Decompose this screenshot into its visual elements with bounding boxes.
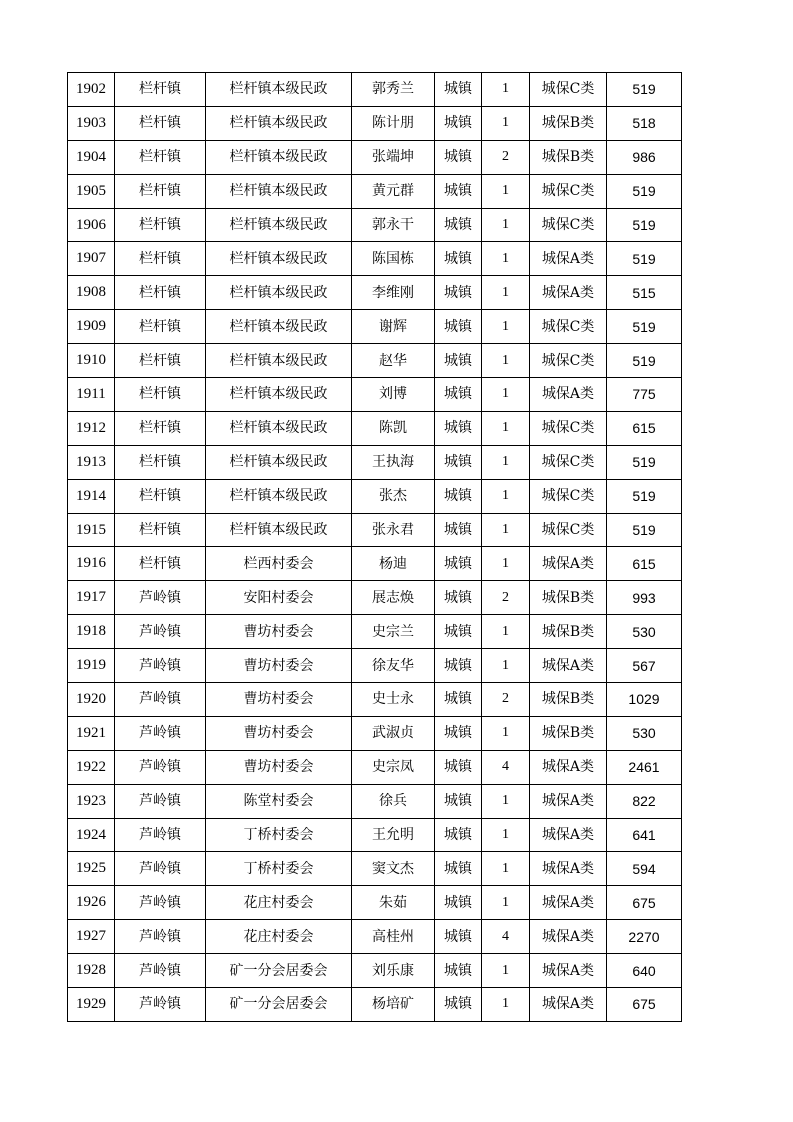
household-size-cell: 1 xyxy=(482,208,530,242)
row-number-cell: 1912 xyxy=(68,411,115,445)
row-number-cell: 1905 xyxy=(68,174,115,208)
town-cell: 芦岭镇 xyxy=(115,852,206,886)
town-cell: 栏杆镇 xyxy=(115,174,206,208)
amount-cell: 518 xyxy=(607,106,682,140)
table-row xyxy=(68,310,682,344)
row-number-cell: 1918 xyxy=(68,615,115,649)
amount-cell: 640 xyxy=(607,954,682,988)
unit-cell: 栏杆镇本级民政 xyxy=(206,276,352,310)
area-type-cell: 城镇 xyxy=(435,310,482,344)
household-size-cell: 1 xyxy=(482,411,530,445)
name-cell: 窦文杰 xyxy=(352,852,435,886)
table-row xyxy=(68,106,682,140)
area-type-cell: 城镇 xyxy=(435,106,482,140)
name-cell: 朱茹 xyxy=(352,886,435,920)
household-size-cell: 1 xyxy=(482,852,530,886)
area-type-cell: 城镇 xyxy=(435,852,482,886)
name-cell: 赵华 xyxy=(352,344,435,378)
name-cell: 高桂州 xyxy=(352,920,435,954)
town-cell: 栏杆镇 xyxy=(115,73,206,107)
table-row xyxy=(68,852,682,886)
amount-cell: 615 xyxy=(607,547,682,581)
name-cell: 陈计朋 xyxy=(352,106,435,140)
table-row xyxy=(68,988,682,1022)
household-size-cell: 1 xyxy=(482,615,530,649)
unit-cell: 栏杆镇本级民政 xyxy=(206,445,352,479)
amount-cell: 519 xyxy=(607,310,682,344)
town-cell: 栏杆镇 xyxy=(115,378,206,412)
unit-cell: 矿一分会居委会 xyxy=(206,954,352,988)
name-cell: 徐友华 xyxy=(352,649,435,683)
household-size-cell: 1 xyxy=(482,310,530,344)
row-number-cell: 1920 xyxy=(68,683,115,717)
area-type-cell: 城镇 xyxy=(435,547,482,581)
amount-cell: 519 xyxy=(607,445,682,479)
unit-cell: 花庄村委会 xyxy=(206,886,352,920)
row-number-cell: 1919 xyxy=(68,649,115,683)
table-row xyxy=(68,649,682,683)
unit-cell: 栏杆镇本级民政 xyxy=(206,208,352,242)
area-type-cell: 城镇 xyxy=(435,276,482,310)
name-cell: 徐兵 xyxy=(352,784,435,818)
area-type-cell: 城镇 xyxy=(435,886,482,920)
town-cell: 芦岭镇 xyxy=(115,988,206,1022)
row-number-cell: 1921 xyxy=(68,716,115,750)
category-cell: 城保C类 xyxy=(530,513,607,547)
unit-cell: 栏杆镇本级民政 xyxy=(206,106,352,140)
unit-cell: 栏杆镇本级民政 xyxy=(206,73,352,107)
row-number-cell: 1917 xyxy=(68,581,115,615)
row-number-cell: 1922 xyxy=(68,750,115,784)
row-number-cell: 1925 xyxy=(68,852,115,886)
category-cell: 城保C类 xyxy=(530,310,607,344)
category-cell: 城保A类 xyxy=(530,784,607,818)
category-cell: 城保A类 xyxy=(530,818,607,852)
name-cell: 王允明 xyxy=(352,818,435,852)
area-type-cell: 城镇 xyxy=(435,344,482,378)
amount-cell: 530 xyxy=(607,716,682,750)
household-size-cell: 2 xyxy=(482,140,530,174)
row-number-cell: 1908 xyxy=(68,276,115,310)
town-cell: 芦岭镇 xyxy=(115,886,206,920)
area-type-cell: 城镇 xyxy=(435,683,482,717)
area-type-cell: 城镇 xyxy=(435,750,482,784)
amount-cell: 530 xyxy=(607,615,682,649)
row-number-cell: 1928 xyxy=(68,954,115,988)
amount-cell: 675 xyxy=(607,988,682,1022)
unit-cell: 栏西村委会 xyxy=(206,547,352,581)
category-cell: 城保C类 xyxy=(530,208,607,242)
area-type-cell: 城镇 xyxy=(435,818,482,852)
town-cell: 芦岭镇 xyxy=(115,649,206,683)
unit-cell: 花庄村委会 xyxy=(206,920,352,954)
table-row xyxy=(68,683,682,717)
amount-cell: 775 xyxy=(607,378,682,412)
name-cell: 史士永 xyxy=(352,683,435,717)
household-size-cell: 1 xyxy=(482,513,530,547)
unit-cell: 曹坊村委会 xyxy=(206,683,352,717)
household-size-cell: 1 xyxy=(482,106,530,140)
table-row xyxy=(68,73,682,107)
name-cell: 杨迪 xyxy=(352,547,435,581)
table-row xyxy=(68,886,682,920)
table-row xyxy=(68,378,682,412)
row-number-cell: 1907 xyxy=(68,242,115,276)
household-size-cell: 1 xyxy=(482,73,530,107)
town-cell: 芦岭镇 xyxy=(115,683,206,717)
table-row xyxy=(68,513,682,547)
town-cell: 栏杆镇 xyxy=(115,242,206,276)
town-cell: 芦岭镇 xyxy=(115,920,206,954)
household-size-cell: 1 xyxy=(482,276,530,310)
row-number-cell: 1904 xyxy=(68,140,115,174)
table-row xyxy=(68,547,682,581)
table-row xyxy=(68,242,682,276)
unit-cell: 栏杆镇本级民政 xyxy=(206,411,352,445)
data-table xyxy=(67,72,682,1022)
household-size-cell: 1 xyxy=(482,174,530,208)
town-cell: 栏杆镇 xyxy=(115,344,206,378)
amount-cell: 986 xyxy=(607,140,682,174)
unit-cell: 栏杆镇本级民政 xyxy=(206,378,352,412)
area-type-cell: 城镇 xyxy=(435,649,482,683)
amount-cell: 519 xyxy=(607,73,682,107)
amount-cell: 641 xyxy=(607,818,682,852)
table-row xyxy=(68,615,682,649)
table-row xyxy=(68,479,682,513)
name-cell: 郭秀兰 xyxy=(352,73,435,107)
amount-cell: 675 xyxy=(607,886,682,920)
category-cell: 城保B类 xyxy=(530,140,607,174)
unit-cell: 栏杆镇本级民政 xyxy=(206,513,352,547)
category-cell: 城保A类 xyxy=(530,276,607,310)
area-type-cell: 城镇 xyxy=(435,615,482,649)
town-cell: 芦岭镇 xyxy=(115,818,206,852)
amount-cell: 594 xyxy=(607,852,682,886)
category-cell: 城保A类 xyxy=(530,242,607,276)
unit-cell: 陈堂村委会 xyxy=(206,784,352,818)
household-size-cell: 1 xyxy=(482,818,530,852)
town-cell: 栏杆镇 xyxy=(115,445,206,479)
household-size-cell: 2 xyxy=(482,581,530,615)
unit-cell: 栏杆镇本级民政 xyxy=(206,479,352,513)
unit-cell: 丁桥村委会 xyxy=(206,818,352,852)
amount-cell: 515 xyxy=(607,276,682,310)
household-size-cell: 1 xyxy=(482,954,530,988)
category-cell: 城保B类 xyxy=(530,106,607,140)
name-cell: 李维刚 xyxy=(352,276,435,310)
category-cell: 城保C类 xyxy=(530,411,607,445)
area-type-cell: 城镇 xyxy=(435,174,482,208)
amount-cell: 2270 xyxy=(607,920,682,954)
unit-cell: 曹坊村委会 xyxy=(206,649,352,683)
table-body xyxy=(68,73,682,1022)
row-number-cell: 1916 xyxy=(68,547,115,581)
amount-cell: 519 xyxy=(607,479,682,513)
category-cell: 城保A类 xyxy=(530,378,607,412)
town-cell: 芦岭镇 xyxy=(115,581,206,615)
category-cell: 城保A类 xyxy=(530,886,607,920)
unit-cell: 栏杆镇本级民政 xyxy=(206,174,352,208)
name-cell: 谢辉 xyxy=(352,310,435,344)
name-cell: 黄元群 xyxy=(352,174,435,208)
name-cell: 史宗兰 xyxy=(352,615,435,649)
table-row xyxy=(68,784,682,818)
table-row xyxy=(68,344,682,378)
name-cell: 刘乐康 xyxy=(352,954,435,988)
town-cell: 芦岭镇 xyxy=(115,784,206,818)
category-cell: 城保C类 xyxy=(530,344,607,378)
category-cell: 城保A类 xyxy=(530,920,607,954)
area-type-cell: 城镇 xyxy=(435,581,482,615)
area-type-cell: 城镇 xyxy=(435,208,482,242)
name-cell: 史宗凤 xyxy=(352,750,435,784)
amount-cell: 615 xyxy=(607,411,682,445)
category-cell: 城保C类 xyxy=(530,445,607,479)
area-type-cell: 城镇 xyxy=(435,716,482,750)
name-cell: 杨培矿 xyxy=(352,988,435,1022)
household-size-cell: 1 xyxy=(482,649,530,683)
amount-cell: 519 xyxy=(607,344,682,378)
household-size-cell: 1 xyxy=(482,547,530,581)
row-number-cell: 1902 xyxy=(68,73,115,107)
town-cell: 栏杆镇 xyxy=(115,208,206,242)
unit-cell: 栏杆镇本级民政 xyxy=(206,140,352,174)
table-row xyxy=(68,818,682,852)
table-row xyxy=(68,581,682,615)
table-row xyxy=(68,411,682,445)
area-type-cell: 城镇 xyxy=(435,411,482,445)
category-cell: 城保C类 xyxy=(530,174,607,208)
unit-cell: 栏杆镇本级民政 xyxy=(206,242,352,276)
row-number-cell: 1927 xyxy=(68,920,115,954)
household-size-cell: 1 xyxy=(482,784,530,818)
table-row xyxy=(68,920,682,954)
table-row xyxy=(68,208,682,242)
name-cell: 陈国栋 xyxy=(352,242,435,276)
area-type-cell: 城镇 xyxy=(435,445,482,479)
amount-cell: 519 xyxy=(607,208,682,242)
household-size-cell: 1 xyxy=(482,242,530,276)
category-cell: 城保C类 xyxy=(530,479,607,513)
category-cell: 城保B类 xyxy=(530,581,607,615)
category-cell: 城保A类 xyxy=(530,954,607,988)
row-number-cell: 1913 xyxy=(68,445,115,479)
unit-cell: 矿一分会居委会 xyxy=(206,988,352,1022)
town-cell: 芦岭镇 xyxy=(115,954,206,988)
town-cell: 栏杆镇 xyxy=(115,479,206,513)
area-type-cell: 城镇 xyxy=(435,954,482,988)
town-cell: 栏杆镇 xyxy=(115,140,206,174)
amount-cell: 519 xyxy=(607,513,682,547)
name-cell: 张杰 xyxy=(352,479,435,513)
table-row xyxy=(68,174,682,208)
household-size-cell: 1 xyxy=(482,716,530,750)
town-cell: 芦岭镇 xyxy=(115,615,206,649)
town-cell: 栏杆镇 xyxy=(115,276,206,310)
household-size-cell: 1 xyxy=(482,445,530,479)
name-cell: 张端坤 xyxy=(352,140,435,174)
name-cell: 张永君 xyxy=(352,513,435,547)
town-cell: 芦岭镇 xyxy=(115,716,206,750)
town-cell: 芦岭镇 xyxy=(115,750,206,784)
row-number-cell: 1926 xyxy=(68,886,115,920)
row-number-cell: 1923 xyxy=(68,784,115,818)
row-number-cell: 1929 xyxy=(68,988,115,1022)
category-cell: 城保A类 xyxy=(530,547,607,581)
row-number-cell: 1910 xyxy=(68,344,115,378)
household-size-cell: 1 xyxy=(482,886,530,920)
town-cell: 栏杆镇 xyxy=(115,310,206,344)
area-type-cell: 城镇 xyxy=(435,513,482,547)
amount-cell: 2461 xyxy=(607,750,682,784)
name-cell: 武淑贞 xyxy=(352,716,435,750)
table-row xyxy=(68,445,682,479)
amount-cell: 993 xyxy=(607,581,682,615)
table-row xyxy=(68,276,682,310)
area-type-cell: 城镇 xyxy=(435,479,482,513)
amount-cell: 567 xyxy=(607,649,682,683)
area-type-cell: 城镇 xyxy=(435,73,482,107)
name-cell: 展志焕 xyxy=(352,581,435,615)
area-type-cell: 城镇 xyxy=(435,784,482,818)
town-cell: 栏杆镇 xyxy=(115,411,206,445)
area-type-cell: 城镇 xyxy=(435,988,482,1022)
table-row xyxy=(68,954,682,988)
category-cell: 城保A类 xyxy=(530,988,607,1022)
table-row xyxy=(68,716,682,750)
name-cell: 王执海 xyxy=(352,445,435,479)
unit-cell: 栏杆镇本级民政 xyxy=(206,310,352,344)
category-cell: 城保A类 xyxy=(530,750,607,784)
row-number-cell: 1914 xyxy=(68,479,115,513)
unit-cell: 栏杆镇本级民政 xyxy=(206,344,352,378)
category-cell: 城保B类 xyxy=(530,615,607,649)
household-size-cell: 2 xyxy=(482,683,530,717)
name-cell: 郭永干 xyxy=(352,208,435,242)
category-cell: 城保B类 xyxy=(530,716,607,750)
town-cell: 栏杆镇 xyxy=(115,513,206,547)
category-cell: 城保C类 xyxy=(530,73,607,107)
town-cell: 栏杆镇 xyxy=(115,106,206,140)
unit-cell: 丁桥村委会 xyxy=(206,852,352,886)
row-number-cell: 1909 xyxy=(68,310,115,344)
table-row xyxy=(68,750,682,784)
unit-cell: 曹坊村委会 xyxy=(206,750,352,784)
name-cell: 刘博 xyxy=(352,378,435,412)
amount-cell: 822 xyxy=(607,784,682,818)
household-size-cell: 1 xyxy=(482,988,530,1022)
unit-cell: 安阳村委会 xyxy=(206,581,352,615)
row-number-cell: 1924 xyxy=(68,818,115,852)
category-cell: 城保B类 xyxy=(530,683,607,717)
area-type-cell: 城镇 xyxy=(435,140,482,174)
row-number-cell: 1906 xyxy=(68,208,115,242)
household-size-cell: 1 xyxy=(482,344,530,378)
household-size-cell: 4 xyxy=(482,920,530,954)
unit-cell: 曹坊村委会 xyxy=(206,716,352,750)
amount-cell: 519 xyxy=(607,174,682,208)
category-cell: 城保A类 xyxy=(530,852,607,886)
area-type-cell: 城镇 xyxy=(435,920,482,954)
town-cell: 栏杆镇 xyxy=(115,547,206,581)
row-number-cell: 1911 xyxy=(68,378,115,412)
amount-cell: 519 xyxy=(607,242,682,276)
household-size-cell: 4 xyxy=(482,750,530,784)
household-size-cell: 1 xyxy=(482,479,530,513)
category-cell: 城保A类 xyxy=(530,649,607,683)
table-row xyxy=(68,140,682,174)
household-size-cell: 1 xyxy=(482,378,530,412)
row-number-cell: 1903 xyxy=(68,106,115,140)
amount-cell: 1029 xyxy=(607,683,682,717)
unit-cell: 曹坊村委会 xyxy=(206,615,352,649)
row-number-cell: 1915 xyxy=(68,513,115,547)
name-cell: 陈凯 xyxy=(352,411,435,445)
area-type-cell: 城镇 xyxy=(435,242,482,276)
area-type-cell: 城镇 xyxy=(435,378,482,412)
